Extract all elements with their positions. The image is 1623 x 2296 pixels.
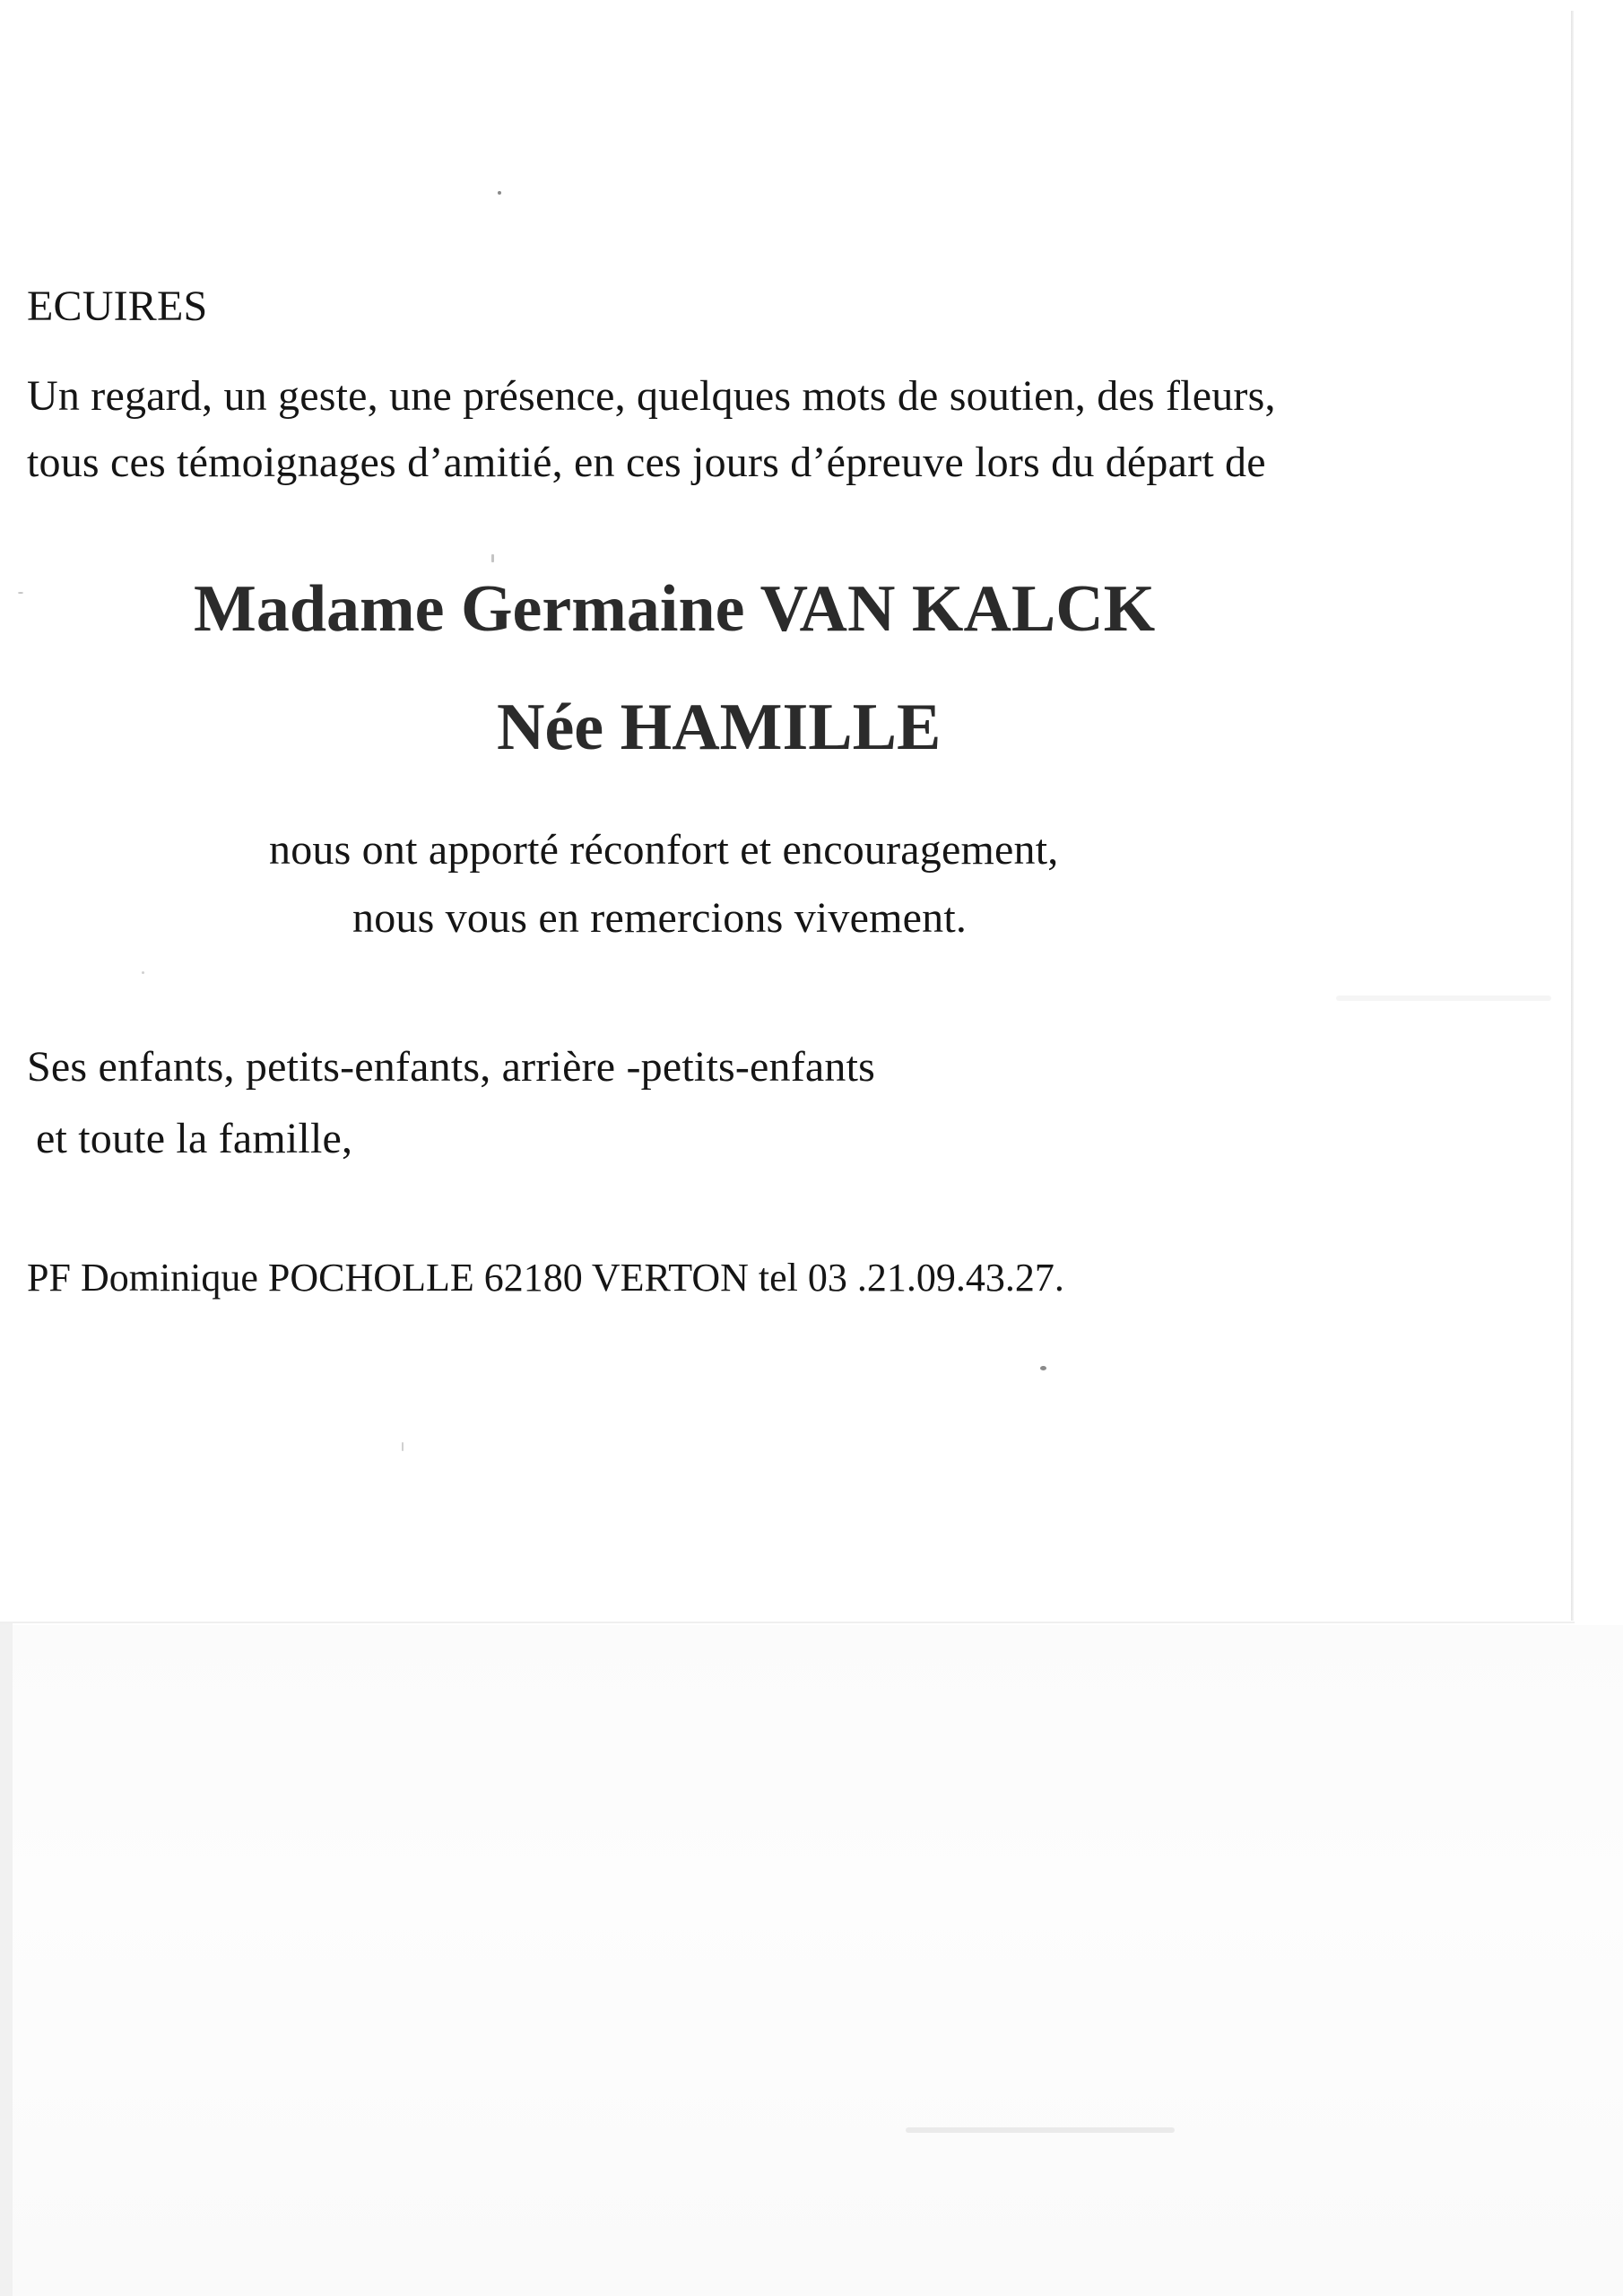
thanks-line: nous vous en remercions vivement. [352, 894, 968, 942]
family-line: et toute la famille, [36, 1115, 353, 1162]
intro-line: Un regard, un geste, une présence, quelques mots de soutien, des fleurs, [27, 372, 1276, 420]
thanks-line: nous ont apporté réconfort et encouragement, [269, 826, 1059, 874]
scan-speck [498, 191, 501, 195]
lower-area-shadow [0, 1623, 13, 2296]
deceased-name: Madame Germaine VAN KALCK [194, 572, 1156, 646]
blank-lower-area [13, 1625, 1623, 2296]
scan-smudge [1336, 996, 1551, 1001]
scan-smudge [906, 2127, 1175, 2133]
funeral-home-contact: PF Dominique POCHOLLE 62180 VERTON tel 03 .21.09.43.27. [27, 1256, 1064, 1300]
scan-speck [491, 554, 494, 562]
sheet-edge-right [1571, 11, 1574, 1621]
place-name: ECUIRES [27, 283, 208, 330]
scan-speck [142, 971, 144, 974]
scan-speck [18, 592, 23, 594]
sheet-edge-bottom [0, 1622, 1575, 1623]
maiden-name: Née HAMILLE [497, 691, 942, 764]
scan-speck [1040, 1366, 1046, 1370]
scan-speck [402, 1442, 404, 1451]
family-line: Ses enfants, petits-enfants, arrière -petits-enfants [27, 1043, 876, 1091]
intro-line: tous ces témoignages d’amitié, en ces jours d’épreuve lors du départ de [27, 439, 1266, 486]
